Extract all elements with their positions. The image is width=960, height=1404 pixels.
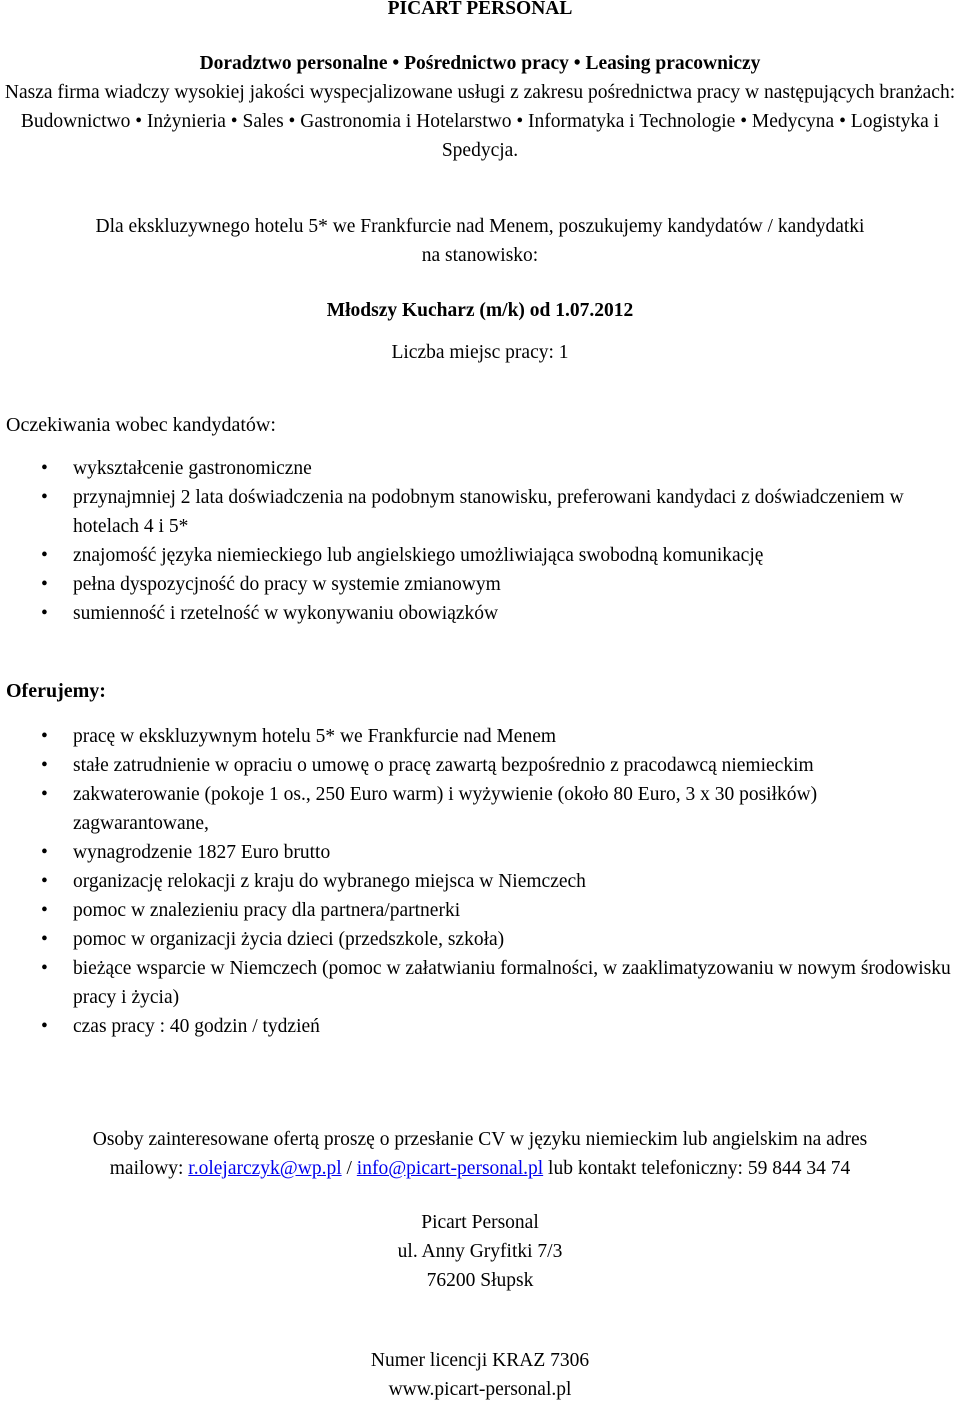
website-url: www.picart-personal.pl xyxy=(388,1379,572,1400)
number-of-places: Liczba miejsc pracy: 1 xyxy=(391,342,569,363)
mail-prefix: mailowy: xyxy=(109,1158,189,1179)
list-item: • zakwaterowanie (pokoje 1 os., 250 Euro warm) i wyżywienie (około 80 Euro, 3 x 30 posiłków) zagwarantowane, xyxy=(0,780,960,838)
intro-paragraph: Nasza firma wiadczy wysokiej jakości wyspecjalizowane usługi z zakresu pośrednictwa pracy w następujących branżach: Budownictwo • Inżynieria • Sales • Gastronomia i Hotelarstwo • Informatyka i Technologie • Medycyna • Logistyka i Spedycja. xyxy=(4,82,956,161)
phone-text: lub kontakt telefoniczny: 59 844 34 74 xyxy=(543,1158,851,1179)
benefits-heading: Oferujemy: xyxy=(6,680,106,702)
list-item: • organizację relokacji z kraju do wybranego miejsca w Niemczech xyxy=(0,867,960,896)
list-item: • sumienność i rzetelność w wykonywaniu obowiązków xyxy=(0,599,960,628)
list-item: • pełna dyspozycjność do pracy w systemie zmianowym xyxy=(0,570,960,599)
contact-line-1: Osoby zainteresowane ofertą proszę o przesłanie CV w języku niemieckim lub angielskim na adres xyxy=(92,1129,868,1150)
list-item: • stałe zatrudnienie w opraciu o umowę o pracę zawartą bezpośrednio z pracodawcą niemieckim xyxy=(0,751,960,780)
requirements-list xyxy=(0,454,960,628)
list-item: • czas pracy : 40 godzin / tydzień xyxy=(0,1012,960,1041)
address-city: 76200 Słupsk xyxy=(426,1270,534,1291)
list-item: • wykształcenie gastronomiczne xyxy=(0,454,960,483)
list-item: • przynajmniej 2 lata doświadczenia na podobnym stanowisku, preferowani kandydaci z doświadczeniem w hotelach 4 i 5* xyxy=(0,483,960,541)
email-link-2[interactable]: info@picart-personal.pl xyxy=(356,1158,544,1179)
list-item: • pomoc w znalezieniu pracy dla partnera/partnerki xyxy=(0,896,960,925)
license-number: Numer licencji KRAZ 7306 xyxy=(370,1350,590,1371)
hotel-line-1: Dla ekskluzywnego hotelu 5* we Frankfurcie nad Menem, poszukujemy kandydatów / kandydatki xyxy=(95,216,865,237)
address-street: ul. Anny Gryfitki 7/3 xyxy=(397,1241,563,1262)
address-company: Picart Personal xyxy=(421,1212,539,1233)
requirements-heading: Oczekiwania wobec kandydatów: xyxy=(6,414,276,436)
email-link-1[interactable]: r.olejarczyk@wp.pl xyxy=(188,1158,342,1179)
company-address xyxy=(0,1208,960,1295)
list-item: • pomoc w organizacji życia dzieci (przedszkole, szkoła) xyxy=(0,925,960,954)
list-item: • znajomość języka niemieckiego lub angielskiego umożliwiająca swobodną komunikację xyxy=(0,541,960,570)
hotel-announcement xyxy=(0,212,960,270)
contact-line-2 xyxy=(0,1154,960,1183)
list-item: • bieżące wsparcie w Niemczech (pomoc w załatwianiu formalności, w zaaklimatyzowaniu w nowym środowisku pracy i życia) xyxy=(0,954,960,1012)
list-item: • wynagrodzenie 1827 Euro brutto xyxy=(0,838,960,867)
services-line: Doradztwo personalne • Pośrednictwo pracy • Leasing pracowniczy xyxy=(199,53,761,74)
position-title: Młodszy Kucharz (m/k) od 1.07.2012 xyxy=(326,300,634,321)
benefits-list xyxy=(0,722,960,1041)
email-separator: / xyxy=(341,1158,357,1179)
list-item: • pracę w ekskluzywnym hotelu 5* we Frankfurcie nad Menem xyxy=(0,722,960,751)
contact-paragraph xyxy=(0,1125,960,1183)
company-name: PICART PERSONAL xyxy=(387,0,573,19)
hotel-line-2: na stanowisko: xyxy=(421,245,539,266)
license-footer xyxy=(0,1346,960,1404)
